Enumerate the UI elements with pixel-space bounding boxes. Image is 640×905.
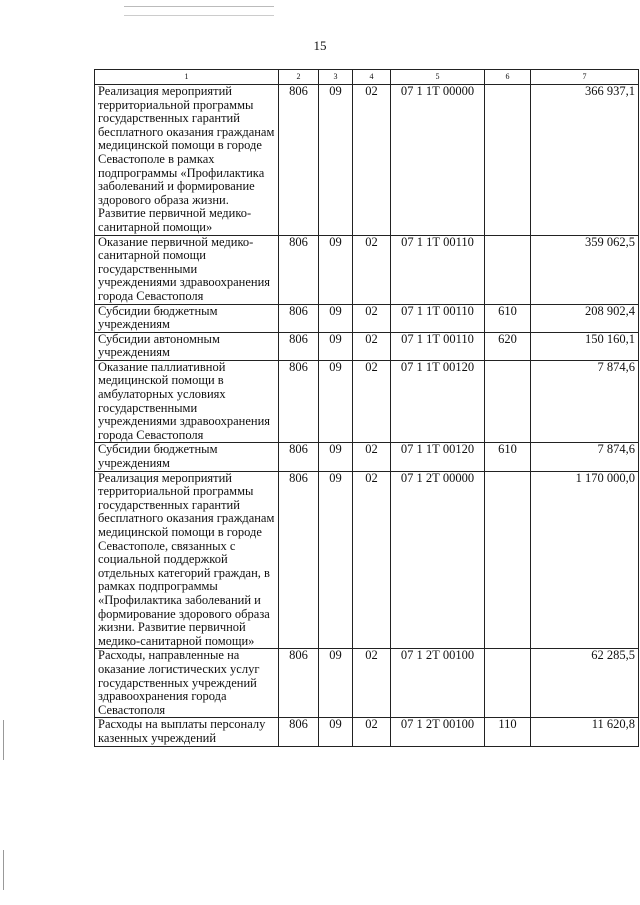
scan-artifact-line (124, 6, 274, 7)
row-amount: 11 620,8 (531, 718, 639, 746)
table-row (95, 332, 639, 360)
row-name: Оказание паллиативной медицинской помощи в амбулаторных условиях государственными учреждениями здравоохранения города Севастополя (95, 360, 279, 443)
row-subsection: 02 (353, 718, 391, 746)
table-row (95, 471, 639, 649)
column-header: 5 (391, 70, 485, 85)
row-amount: 7 874,6 (531, 360, 639, 443)
row-ministry-code: 806 (279, 304, 319, 332)
scan-artifact-line (3, 720, 4, 760)
row-subsection: 02 (353, 332, 391, 360)
column-header: 4 (353, 70, 391, 85)
row-amount: 7 874,6 (531, 443, 639, 471)
row-ministry-code: 806 (279, 718, 319, 746)
table-row (95, 443, 639, 471)
row-target-article: 07 1 1Т 00000 (391, 85, 485, 236)
row-expense-type: 610 (485, 443, 531, 471)
row-expense-type: 610 (485, 304, 531, 332)
row-expense-type: 620 (485, 332, 531, 360)
row-subsection: 02 (353, 443, 391, 471)
row-target-article: 07 1 1Т 00120 (391, 443, 485, 471)
row-expense-type (485, 471, 531, 649)
row-name: Расходы на выплаты персоналу казенных учреждений (95, 718, 279, 746)
scan-artifact-line (124, 15, 274, 16)
row-amount: 150 160,1 (531, 332, 639, 360)
row-section: 09 (319, 304, 353, 332)
row-ministry-code: 806 (279, 235, 319, 304)
row-section: 09 (319, 332, 353, 360)
row-target-article: 07 1 2Т 00100 (391, 718, 485, 746)
column-header: 6 (485, 70, 531, 85)
row-name: Реализация мероприятий территориальной программы государственных гарантий бесплатного оказания гражданам медицинской помощи в городе Севастополе в рамках подпрограммы «Профилактика заболеваний и формирование здорового образа жизни. Развитие первичной медико-санитарной помощи» (95, 85, 279, 236)
table-row (95, 718, 639, 746)
row-amount: 208 902,4 (531, 304, 639, 332)
row-subsection: 02 (353, 471, 391, 649)
row-target-article: 07 1 2Т 00000 (391, 471, 485, 649)
row-name: Реализация мероприятий территориальной программы государственных гарантий бесплатного оказания гражданам медицинской помощи в городе Севастополе, связанных с социальной поддержкой отдельных категорий граждан, в рамках подпрограммы «Профилактика заболеваний и формирование здорового образа жизни. Развитие первичной медико-санитарной помощи» (95, 471, 279, 649)
row-section: 09 (319, 718, 353, 746)
row-ministry-code: 806 (279, 360, 319, 443)
row-section: 09 (319, 85, 353, 236)
row-expense-type (485, 235, 531, 304)
page-number: 15 (313, 38, 327, 53)
budget-table (94, 69, 639, 747)
row-section: 09 (319, 649, 353, 718)
table-row (95, 649, 639, 718)
row-section: 09 (319, 443, 353, 471)
table-row (95, 235, 639, 304)
row-expense-type (485, 85, 531, 236)
table-row (95, 360, 639, 443)
column-header: 7 (531, 70, 639, 85)
row-name: Субсидии автономным учреждениям (95, 332, 279, 360)
table-row (95, 304, 639, 332)
scan-artifact-line (3, 850, 4, 890)
row-section: 09 (319, 471, 353, 649)
row-name: Оказание первичной медико-санитарной помощи государственными учреждениями здравоохранения города Севастополя (95, 235, 279, 304)
row-subsection: 02 (353, 649, 391, 718)
row-ministry-code: 806 (279, 85, 319, 236)
row-ministry-code: 806 (279, 471, 319, 649)
row-subsection: 02 (353, 85, 391, 236)
row-name: Субсидии бюджетным учреждениям (95, 443, 279, 471)
row-subsection: 02 (353, 304, 391, 332)
row-section: 09 (319, 360, 353, 443)
column-header: 2 (279, 70, 319, 85)
row-section: 09 (319, 235, 353, 304)
column-header: 1 (95, 70, 279, 85)
table-header-row (95, 70, 639, 85)
column-header: 3 (319, 70, 353, 85)
row-amount: 1 170 000,0 (531, 471, 639, 649)
row-name: Расходы, направленные на оказание логистических услуг государственных учреждений здравоохранения города Севастополя (95, 649, 279, 718)
row-subsection: 02 (353, 235, 391, 304)
row-subsection: 02 (353, 360, 391, 443)
row-expense-type: 110 (485, 718, 531, 746)
row-expense-type (485, 360, 531, 443)
row-target-article: 07 1 1Т 00120 (391, 360, 485, 443)
row-ministry-code: 806 (279, 443, 319, 471)
row-amount: 62 285,5 (531, 649, 639, 718)
row-target-article: 07 1 2Т 00100 (391, 649, 485, 718)
row-target-article: 07 1 1Т 00110 (391, 235, 485, 304)
row-expense-type (485, 649, 531, 718)
row-name: Субсидии бюджетным учреждениям (95, 304, 279, 332)
row-ministry-code: 806 (279, 649, 319, 718)
row-target-article: 07 1 1Т 00110 (391, 304, 485, 332)
row-ministry-code: 806 (279, 332, 319, 360)
row-amount: 359 062,5 (531, 235, 639, 304)
row-amount: 366 937,1 (531, 85, 639, 236)
row-target-article: 07 1 1Т 00110 (391, 332, 485, 360)
table-row (95, 85, 639, 236)
